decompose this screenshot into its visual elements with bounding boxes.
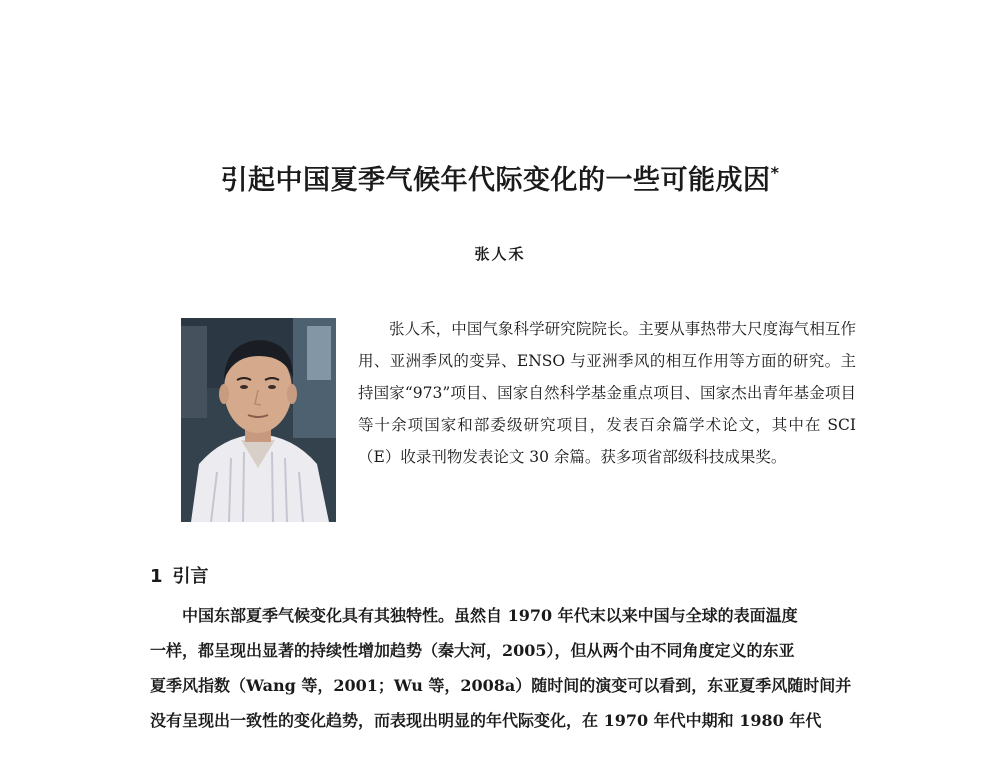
intro-paragraph — [150, 598, 860, 738]
section-number: 1 — [150, 566, 163, 587]
paragraph-line: 一样，都呈现出显著的持续性增加趋势（秦大河，2005），但从两个由不同角度定义的东亚 — [150, 641, 795, 660]
article-title — [0, 158, 1000, 197]
article-author: 张人禾 — [474, 245, 526, 263]
article-title-text: 引起中国夏季气候年代际变化的一些可能成因 — [220, 165, 771, 196]
paragraph-line: 夏季风指数（Wang 等，2001；Wu 等，2008a）随时间的演变可以看到，东亚夏季风随时间并 — [150, 676, 852, 695]
section-title: 引言 — [172, 566, 209, 587]
paragraph-line: 中国东部夏季气候变化具有其独特性。虽然自 1970 年代末以来中国与全球的表面温度 — [182, 606, 798, 625]
paragraph-line: 没有呈现出一致性的变化趋势，而表现出明显的年代际变化，在 1970 年代中期和 1980 年代 — [150, 711, 822, 730]
author-bio: 张人禾，中国气象科学研究院院长。主要从事热带大尺度海气相互作用、亚洲季风的变异、ENSO 与亚洲季风的相互作用等方面的研究。主持国家“973”项目、国家自然科学基金重点项目、国家杰出青年基金项目等十余项国家和部委级研究项目，发表百余篇学术论文，其中在 SCI（E）收录刊物发表论文 30 余篇。获多项省部级科技成果奖。 — [358, 320, 856, 466]
section-heading — [150, 562, 209, 588]
title-footnote-mark: * — [770, 163, 780, 182]
author-photo — [181, 318, 336, 522]
